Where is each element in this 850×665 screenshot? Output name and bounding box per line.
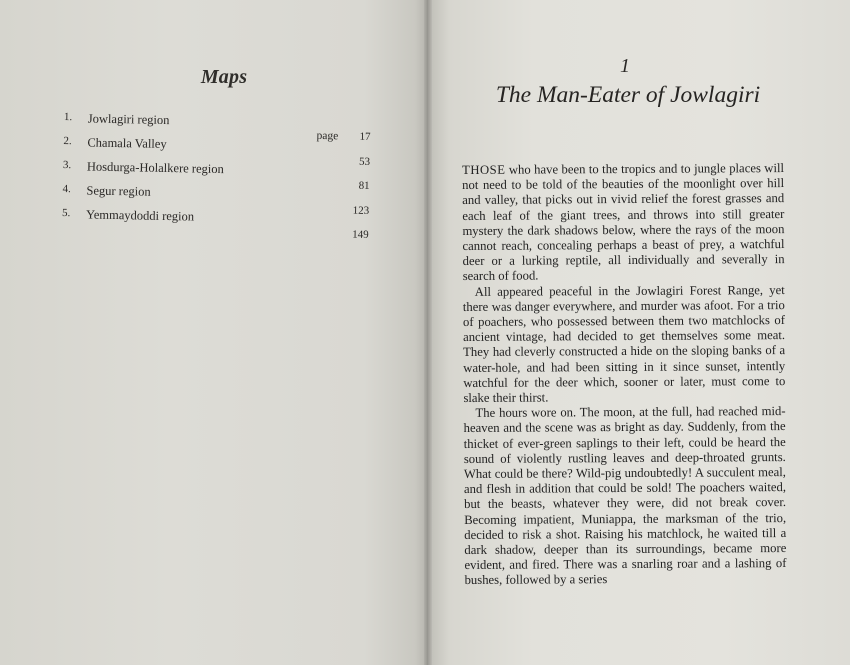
page-label: page <box>316 129 339 143</box>
page-numbers-column <box>348 131 370 254</box>
map-page-number: 81 <box>358 179 370 192</box>
chapter-title: The Man-Eater of Jowlagiri <box>495 82 761 108</box>
map-number: 3. <box>62 159 72 172</box>
map-page-number: 149 <box>352 228 369 241</box>
paragraph-text: who have been to the tropics and to jungle places will not need to be told of the beauties of the moonlight over hill and valley, that picks out in vivid relief the forest grasses and each leaf of the giant trees, and throws into still greater mystery the dark shadows below, where the rays of the moon cannot reach, concealing perhaps a beast of prey, a watchful deer or a lurking reptile, all individually and severally in search of food. <box>462 161 785 284</box>
map-name: Jowlagiri region <box>87 111 170 128</box>
map-name: Chamala Valley <box>87 135 167 152</box>
map-number: 4. <box>62 183 71 196</box>
map-page-number: 53 <box>358 155 371 168</box>
map-name: Hosdurga-Holalkere region <box>86 159 224 177</box>
paragraph: The hours wore on. The moon, at the full, had reached mid-heaven and the scene was as bright as day. Suddenly, from the thicket of ever-green saplings to their left, could be heard the sound of violently rustling leaves and deep-throated grunts. What could be there? Wild-pig undoubtedly! A succulent meal, and flesh in addition that could be sold! The poachers waited, but the beasts, whatever they were, did not break cover. Becoming impatient, Muniappa, the marksman of the trio, decided to risk a shot. Raising his matchlock, he waited till a dark shadow, deeper than its surroundings, became more evident, and fired. There was a snarling roar and a lashing of bushes, followed by a series <box>463 404 787 588</box>
map-page-number: 17 <box>359 130 371 143</box>
maps-heading: Maps <box>200 66 248 88</box>
map-number: 2. <box>63 135 72 148</box>
paragraph <box>462 161 785 285</box>
lead-word: THOSE <box>462 162 506 177</box>
maps-list <box>60 111 382 241</box>
map-page-number: 123 <box>352 204 370 217</box>
chapter-body <box>462 161 787 589</box>
map-name: Yemmaydoddi region <box>85 207 195 224</box>
paragraph: All appeared peaceful in the Jowlagiri Forest Range, yet there was danger everywhere, and murder was afoot. For a trio of poachers, who possessed between them two matchlocks of ancient vintage, had decided to get themselves some meat. They had cleverly constructed a hide on the sloping banks of a water-hole, and had been sitting in it since sunset, intently watchful for the deer which, sooner or later, must come to slake their thirst. <box>462 282 786 406</box>
map-number: 5. <box>61 207 71 220</box>
chapter-number: 1 <box>620 55 630 77</box>
map-number: 1. <box>63 111 73 124</box>
map-name: Segur region <box>86 183 151 199</box>
